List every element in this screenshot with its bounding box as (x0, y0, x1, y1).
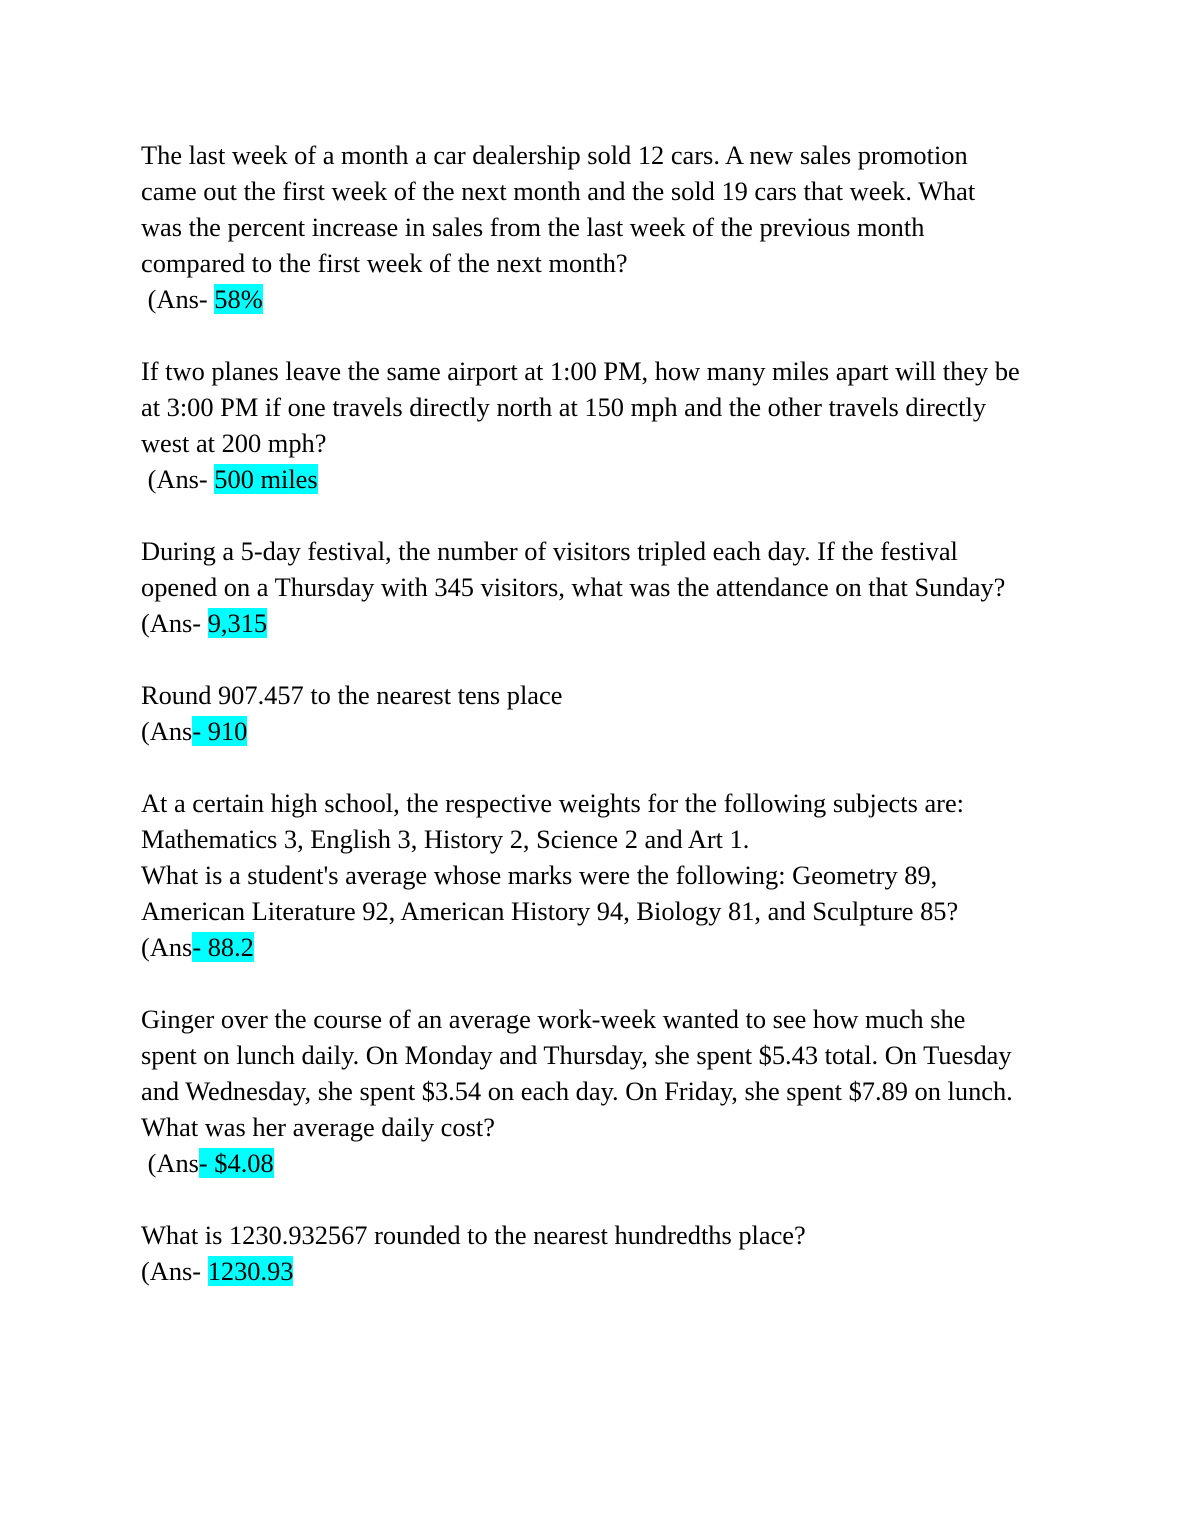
question-line: at 3:00 PM if one travels directly north at 150 mph and the other travels directly (141, 392, 987, 422)
answer-highlight: - 910 (192, 716, 248, 746)
answer-line (141, 461, 1061, 497)
answer-highlight: - $4.08 (198, 1148, 274, 1178)
answer-highlight: 58% (214, 284, 263, 314)
question-block (141, 677, 1061, 749)
answer-prefix: (Ans- (141, 608, 208, 638)
question-line: If two planes leave the same airport at 1:00 PM, how many miles apart will they be (141, 356, 1020, 386)
answer-line (141, 713, 1061, 749)
question-line: spent on lunch daily. On Monday and Thursday, she spent $5.43 total. On Tuesday (141, 1040, 1012, 1070)
question-line: At a certain high school, the respective weights for the following subjects are: (141, 788, 964, 818)
answer-prefix: (Ans- (141, 284, 215, 314)
answer-prefix: (Ans- (141, 1256, 208, 1286)
question-line: opened on a Thursday with 345 visitors, what was the attendance on that Sunday? (141, 572, 1006, 602)
question-block (141, 785, 1061, 965)
answer-highlight: 500 miles (214, 464, 318, 494)
answer-prefix: (Ans (141, 716, 193, 746)
answer-line (141, 605, 1061, 641)
answer-line (141, 1253, 1061, 1289)
question-line: What is 1230.932567 rounded to the nearest hundredths place? (141, 1220, 806, 1250)
question-line: was the percent increase in sales from the last week of the previous month (141, 212, 925, 242)
answer-line (141, 929, 1061, 965)
question-line: American Literature 92, American History 94, Biology 81, and Sculpture 85? (141, 896, 959, 926)
question-block (141, 1217, 1061, 1289)
question-block (141, 137, 1061, 317)
answer-prefix: (Ans (141, 1148, 199, 1178)
answer-highlight: - 88.2 (192, 932, 254, 962)
question-line: Ginger over the course of an average work-week wanted to see how much she (141, 1004, 966, 1034)
question-line: During a 5-day festival, the number of visitors tripled each day. If the festival (141, 536, 958, 566)
question-block (141, 353, 1061, 497)
question-line: came out the first week of the next month and the sold 19 cars that week. What (141, 176, 976, 206)
question-block (141, 1001, 1061, 1181)
question-line: and Wednesday, she spent $3.54 on each day. On Friday, she spent $7.89 on lunch. (141, 1076, 1013, 1106)
question-block (141, 533, 1061, 641)
answer-prefix: (Ans- (141, 464, 215, 494)
question-line: compared to the first week of the next month? (141, 248, 628, 278)
question-line: Mathematics 3, English 3, History 2, Science 2 and Art 1. (141, 824, 750, 854)
question-line: The last week of a month a car dealership sold 12 cars. A new sales promotion (141, 140, 968, 170)
question-line: What was her average daily cost? (141, 1112, 495, 1142)
answer-line (141, 281, 1061, 317)
answer-highlight: 9,315 (207, 608, 268, 638)
answer-line (141, 1145, 1061, 1181)
question-line: What is a student's average whose marks were the following: Geometry 89, (141, 860, 938, 890)
question-line: west at 200 mph? (141, 428, 327, 458)
answer-highlight: 1230.93 (207, 1256, 294, 1286)
question-line: Round 907.457 to the nearest tens place (141, 680, 563, 710)
answer-prefix: (Ans (141, 932, 193, 962)
document-page (141, 137, 1061, 1325)
